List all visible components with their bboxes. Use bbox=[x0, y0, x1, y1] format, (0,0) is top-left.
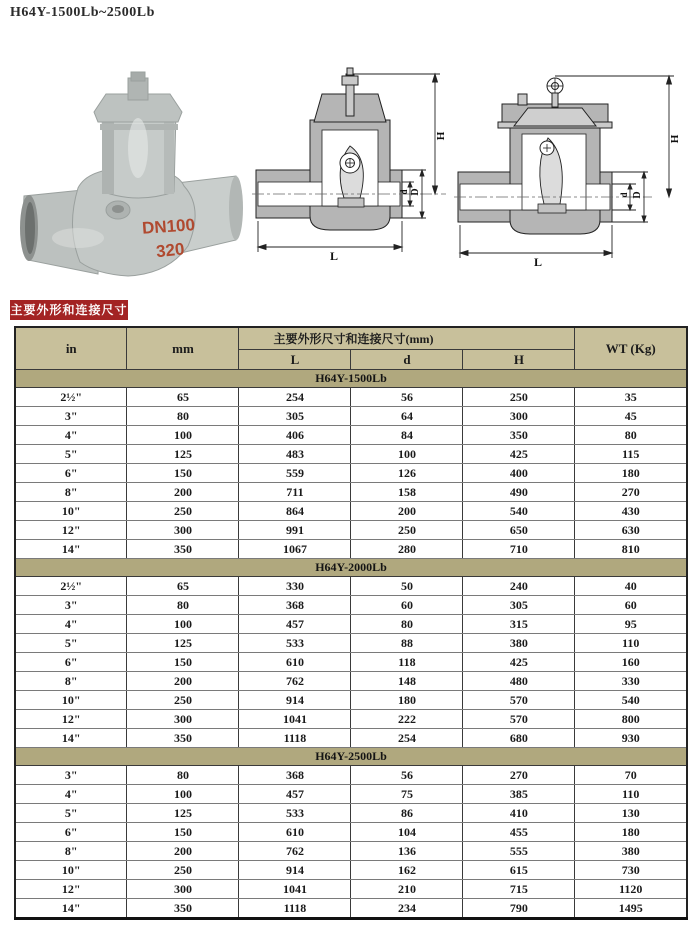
table-cell: 350 bbox=[127, 729, 239, 748]
table-row bbox=[15, 691, 687, 710]
table-row bbox=[15, 540, 687, 559]
table-cell: 1067 bbox=[239, 540, 351, 559]
table-cell: 3" bbox=[15, 407, 127, 426]
table-cell: 60 bbox=[575, 596, 687, 615]
col-header-wt: WT (Kg) bbox=[575, 327, 687, 370]
table-cell: 150 bbox=[127, 823, 239, 842]
table-cell: 80 bbox=[127, 766, 239, 785]
drawing2-dim-l: L bbox=[534, 255, 543, 269]
table-cell: 3" bbox=[15, 596, 127, 615]
table-cell: 559 bbox=[239, 464, 351, 483]
table-cell: 80 bbox=[351, 615, 463, 634]
figures-row bbox=[0, 60, 700, 290]
table-cell: 12" bbox=[15, 521, 127, 540]
table-cell: 457 bbox=[239, 615, 351, 634]
table-cell: 222 bbox=[351, 710, 463, 729]
table-header-row-1 bbox=[15, 327, 687, 350]
table-row bbox=[15, 653, 687, 672]
table-cell: 300 bbox=[127, 880, 239, 899]
table-row bbox=[15, 899, 687, 919]
table-cell: 455 bbox=[463, 823, 575, 842]
table-row bbox=[15, 483, 687, 502]
table-cell: 810 bbox=[575, 540, 687, 559]
table-cell: 150 bbox=[127, 653, 239, 672]
table-cell: 4" bbox=[15, 426, 127, 445]
drawing2-body bbox=[458, 78, 612, 234]
table-cell: 4" bbox=[15, 615, 127, 634]
table-cell: 790 bbox=[463, 899, 575, 919]
table-cell: 6" bbox=[15, 653, 127, 672]
dimensions-table-body bbox=[15, 370, 687, 919]
table-cell: 300 bbox=[127, 710, 239, 729]
table-row bbox=[15, 445, 687, 464]
table-cell: 234 bbox=[351, 899, 463, 919]
table-cell: 1120 bbox=[575, 880, 687, 899]
table-cell: 300 bbox=[127, 521, 239, 540]
table-cell: 914 bbox=[239, 691, 351, 710]
table-cell: 180 bbox=[575, 464, 687, 483]
table-cell: 270 bbox=[463, 766, 575, 785]
table-cell: 100 bbox=[127, 426, 239, 445]
table-cell: 864 bbox=[239, 502, 351, 521]
table-cell: 730 bbox=[575, 861, 687, 880]
table-cell: 75 bbox=[351, 785, 463, 804]
table-row bbox=[15, 502, 687, 521]
valve-marking-dn: DN100 bbox=[141, 215, 196, 238]
sectional-drawing-1 bbox=[250, 66, 450, 264]
table-cell: 680 bbox=[463, 729, 575, 748]
table-row bbox=[15, 823, 687, 842]
table-cell: 240 bbox=[463, 577, 575, 596]
table-cell: 136 bbox=[351, 842, 463, 861]
table-cell: 254 bbox=[239, 388, 351, 407]
table-cell: 385 bbox=[463, 785, 575, 804]
table-cell: 8" bbox=[15, 483, 127, 502]
table-cell: 330 bbox=[239, 577, 351, 596]
dimensions-table bbox=[14, 326, 688, 920]
table-cell: 80 bbox=[127, 596, 239, 615]
table-cell: 540 bbox=[463, 502, 575, 521]
table-cell: 100 bbox=[127, 615, 239, 634]
table-cell: 10" bbox=[15, 861, 127, 880]
table-cell: 250 bbox=[463, 388, 575, 407]
table-cell: 65 bbox=[127, 577, 239, 596]
table-cell: 1041 bbox=[239, 710, 351, 729]
table-cell: 630 bbox=[575, 521, 687, 540]
table-cell: 80 bbox=[127, 407, 239, 426]
valve-marking-pn: 320 bbox=[155, 239, 186, 262]
table-cell: 84 bbox=[351, 426, 463, 445]
table-cell: 8" bbox=[15, 842, 127, 861]
table-cell: 480 bbox=[463, 672, 575, 691]
table-cell: 5" bbox=[15, 634, 127, 653]
table-cell: 610 bbox=[239, 823, 351, 842]
table-cell: 8" bbox=[15, 672, 127, 691]
table-cell: 250 bbox=[127, 861, 239, 880]
table-cell: 200 bbox=[127, 672, 239, 691]
table-cell: 40 bbox=[575, 577, 687, 596]
table-row bbox=[15, 464, 687, 483]
table-cell: 305 bbox=[239, 407, 351, 426]
table-cell: 410 bbox=[463, 804, 575, 823]
table-cell: 118 bbox=[351, 653, 463, 672]
table-cell: 540 bbox=[575, 691, 687, 710]
table-cell: 270 bbox=[575, 483, 687, 502]
table-cell: 430 bbox=[575, 502, 687, 521]
section-band-label: H64Y-2500Lb bbox=[15, 748, 687, 766]
valve-photo-body bbox=[20, 72, 243, 276]
drawing1-dim-big-d: D bbox=[410, 188, 421, 196]
table-cell: 100 bbox=[351, 445, 463, 464]
table-cell: 991 bbox=[239, 521, 351, 540]
table-cell: 1118 bbox=[239, 729, 351, 748]
table-row bbox=[15, 634, 687, 653]
table-cell: 125 bbox=[127, 804, 239, 823]
table-cell: 350 bbox=[127, 540, 239, 559]
table-cell: 710 bbox=[463, 540, 575, 559]
section-band-label: H64Y-2000Lb bbox=[15, 559, 687, 577]
table-row bbox=[15, 596, 687, 615]
table-row bbox=[15, 521, 687, 540]
col-header-l: L bbox=[239, 350, 351, 370]
table-cell: 800 bbox=[575, 710, 687, 729]
table-cell: 80 bbox=[575, 426, 687, 445]
table-row bbox=[15, 785, 687, 804]
table-cell: 56 bbox=[351, 766, 463, 785]
table-row bbox=[15, 615, 687, 634]
table-cell: 711 bbox=[239, 483, 351, 502]
table-cell: 95 bbox=[575, 615, 687, 634]
table-cell: 126 bbox=[351, 464, 463, 483]
table-cell: 350 bbox=[127, 899, 239, 919]
table-cell: 70 bbox=[575, 766, 687, 785]
drawing1-dim-h: H bbox=[435, 131, 447, 141]
table-cell: 300 bbox=[463, 407, 575, 426]
table-row bbox=[15, 861, 687, 880]
section-band-label: H64Y-1500Lb bbox=[15, 370, 687, 388]
section-band-row bbox=[15, 370, 687, 388]
table-cell: 250 bbox=[351, 521, 463, 540]
table-cell: 12" bbox=[15, 710, 127, 729]
table-cell: 3" bbox=[15, 766, 127, 785]
table-cell: 86 bbox=[351, 804, 463, 823]
table-cell: 368 bbox=[239, 596, 351, 615]
table-cell: 570 bbox=[463, 710, 575, 729]
table-cell: 45 bbox=[575, 407, 687, 426]
table-cell: 400 bbox=[463, 464, 575, 483]
table-cell: 130 bbox=[575, 804, 687, 823]
table-row bbox=[15, 804, 687, 823]
drawing1-dim-l: L bbox=[330, 249, 339, 263]
table-cell: 115 bbox=[575, 445, 687, 464]
section-header-bar: 主要外形和连接尺寸 bbox=[10, 300, 128, 320]
table-cell: 56 bbox=[351, 388, 463, 407]
table-cell: 64 bbox=[351, 407, 463, 426]
table-cell: 1041 bbox=[239, 880, 351, 899]
sectional-drawing-2 bbox=[452, 64, 692, 270]
table-cell: 6" bbox=[15, 464, 127, 483]
page-title: H64Y-1500Lb~2500Lb bbox=[10, 5, 155, 20]
table-row bbox=[15, 729, 687, 748]
table-cell: 483 bbox=[239, 445, 351, 464]
drawing2-dim-big-d: D bbox=[632, 191, 643, 199]
table-cell: 425 bbox=[463, 445, 575, 464]
table-row bbox=[15, 842, 687, 861]
table-cell: 615 bbox=[463, 861, 575, 880]
table-cell: 150 bbox=[127, 464, 239, 483]
table-row bbox=[15, 880, 687, 899]
table-cell: 380 bbox=[463, 634, 575, 653]
table-cell: 533 bbox=[239, 634, 351, 653]
table-cell: 330 bbox=[575, 672, 687, 691]
table-cell: 210 bbox=[351, 880, 463, 899]
table-cell: 100 bbox=[127, 785, 239, 804]
table-cell: 914 bbox=[239, 861, 351, 880]
table-cell: 110 bbox=[575, 634, 687, 653]
col-header-mm: mm bbox=[127, 327, 239, 370]
table-header bbox=[15, 327, 687, 370]
table-row bbox=[15, 426, 687, 445]
table-cell: 14" bbox=[15, 540, 127, 559]
table-cell: 14" bbox=[15, 729, 127, 748]
table-cell: 162 bbox=[351, 861, 463, 880]
table-row bbox=[15, 710, 687, 729]
table-cell: 5" bbox=[15, 804, 127, 823]
table-cell: 6" bbox=[15, 823, 127, 842]
table-row bbox=[15, 766, 687, 785]
table-cell: 315 bbox=[463, 615, 575, 634]
table-cell: 350 bbox=[463, 426, 575, 445]
table-cell: 555 bbox=[463, 842, 575, 861]
section-band-row bbox=[15, 748, 687, 766]
table-cell: 4" bbox=[15, 785, 127, 804]
table-cell: 60 bbox=[351, 596, 463, 615]
table-cell: 65 bbox=[127, 388, 239, 407]
table-cell: 650 bbox=[463, 521, 575, 540]
table-cell: 110 bbox=[575, 785, 687, 804]
table-cell: 762 bbox=[239, 842, 351, 861]
table-cell: 380 bbox=[575, 842, 687, 861]
drawing2-dim-h: H bbox=[669, 134, 681, 144]
table-cell: 406 bbox=[239, 426, 351, 445]
col-header-h: H bbox=[463, 350, 575, 370]
table-cell: 457 bbox=[239, 785, 351, 804]
table-cell: 148 bbox=[351, 672, 463, 691]
table-cell: 104 bbox=[351, 823, 463, 842]
table-cell: 715 bbox=[463, 880, 575, 899]
col-header-in: in bbox=[15, 327, 127, 370]
table-cell: 1495 bbox=[575, 899, 687, 919]
table-cell: 88 bbox=[351, 634, 463, 653]
drawing2-dim-d: d bbox=[619, 192, 629, 198]
table-cell: 2½" bbox=[15, 388, 127, 407]
table-cell: 200 bbox=[127, 842, 239, 861]
table-cell: 254 bbox=[351, 729, 463, 748]
table-cell: 305 bbox=[463, 596, 575, 615]
table-cell: 10" bbox=[15, 691, 127, 710]
table-cell: 762 bbox=[239, 672, 351, 691]
table-row bbox=[15, 672, 687, 691]
table-cell: 50 bbox=[351, 577, 463, 596]
section-band-row bbox=[15, 559, 687, 577]
table-cell: 200 bbox=[127, 483, 239, 502]
table-cell: 280 bbox=[351, 540, 463, 559]
col-header-group: 主要外形尺寸和连接尺寸(mm) bbox=[239, 327, 575, 350]
table-cell: 2½" bbox=[15, 577, 127, 596]
table-cell: 930 bbox=[575, 729, 687, 748]
col-header-d: d bbox=[351, 350, 463, 370]
table-cell: 158 bbox=[351, 483, 463, 502]
table-cell: 14" bbox=[15, 899, 127, 919]
table-cell: 125 bbox=[127, 634, 239, 653]
valve-photo bbox=[18, 68, 244, 284]
table-cell: 425 bbox=[463, 653, 575, 672]
table-cell: 250 bbox=[127, 502, 239, 521]
table-cell: 1118 bbox=[239, 899, 351, 919]
table-cell: 200 bbox=[351, 502, 463, 521]
table-cell: 125 bbox=[127, 445, 239, 464]
table-cell: 250 bbox=[127, 691, 239, 710]
table-cell: 180 bbox=[351, 691, 463, 710]
table-cell: 570 bbox=[463, 691, 575, 710]
table-cell: 610 bbox=[239, 653, 351, 672]
drawing1-body bbox=[256, 68, 402, 230]
table-cell: 35 bbox=[575, 388, 687, 407]
table-row bbox=[15, 388, 687, 407]
table-row bbox=[15, 577, 687, 596]
table-cell: 533 bbox=[239, 804, 351, 823]
table-cell: 490 bbox=[463, 483, 575, 502]
table-cell: 368 bbox=[239, 766, 351, 785]
table-cell: 12" bbox=[15, 880, 127, 899]
table-row bbox=[15, 407, 687, 426]
table-cell: 160 bbox=[575, 653, 687, 672]
drawing1-dim-d: d bbox=[399, 189, 409, 195]
table-cell: 180 bbox=[575, 823, 687, 842]
table-cell: 5" bbox=[15, 445, 127, 464]
table-cell: 10" bbox=[15, 502, 127, 521]
